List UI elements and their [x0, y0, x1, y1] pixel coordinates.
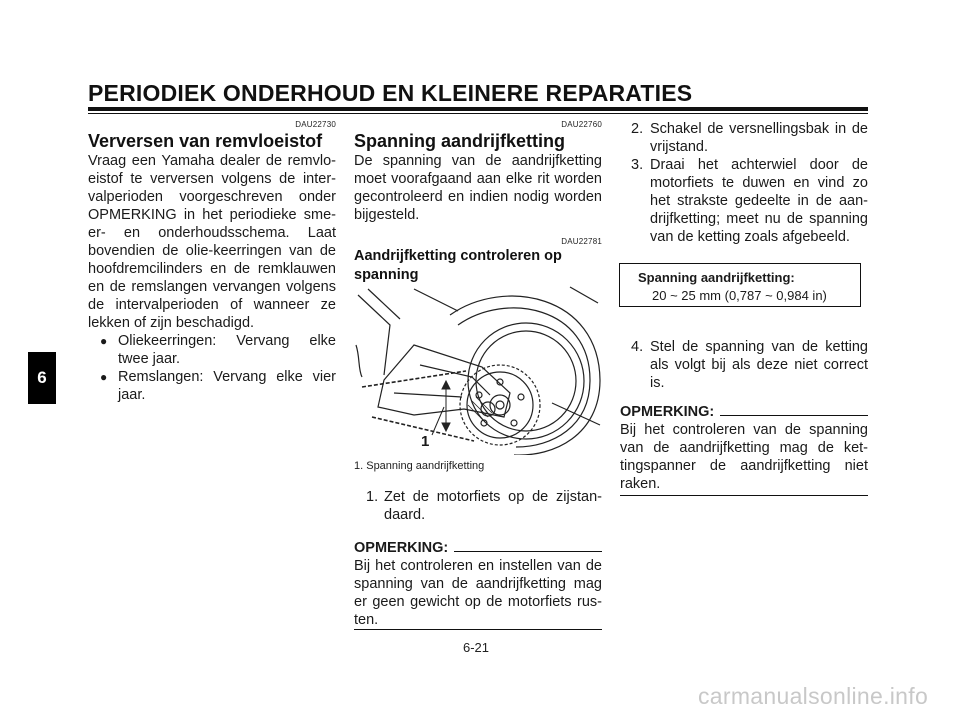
step-text: als volgt bij als deze niet correct — [650, 357, 868, 373]
brake-fluid-paragraph — [88, 152, 336, 332]
page-header-title: PERIODIEK ONDERHOUD EN KLEINERE REPARATIES — [88, 80, 693, 106]
text-line: valperioden voorgeschreven onder — [88, 189, 336, 205]
note-rule — [720, 415, 868, 416]
step-1 — [366, 488, 602, 524]
header-rule-thin — [88, 113, 868, 114]
spec-label: Spanning aandrijfketting: — [638, 270, 795, 285]
text-line: er- en onderhoudsschema. Laat — [88, 225, 336, 241]
text-line: ten. — [354, 612, 379, 628]
section-code: DAU22781 — [561, 237, 602, 246]
step-text: motorfiets te duwen en vind zo — [650, 175, 868, 191]
bullet-icon: ● — [100, 370, 108, 384]
text-line: Aandrijfketting controleren op — [354, 248, 562, 264]
spec-box — [619, 263, 861, 307]
section-code: DAU22760 — [561, 120, 602, 129]
note-paragraph — [620, 421, 868, 493]
step-text: Schakel de versnellingsbak in de — [650, 121, 868, 137]
figure-label-1: 1 — [421, 433, 430, 450]
text-line: gecontroleerd en indien nodig worden — [354, 189, 602, 205]
step-text: van de ketting zoals afgebeeld. — [650, 229, 850, 245]
step-text: daard. — [384, 507, 426, 523]
figure-caption: 1. Spanning aandrijfketting — [354, 460, 485, 472]
step-number: 1. — [366, 489, 379, 505]
text-line: moet voorafgaand aan elke rit worden — [354, 171, 602, 187]
text-line: er geen gewicht op de motorfiets rus- — [354, 594, 602, 610]
chain-intro-paragraph — [354, 152, 602, 224]
text-line: bijgesteld. — [354, 207, 420, 223]
bullet-icon: ● — [100, 334, 108, 348]
section-code: DAU22730 — [295, 120, 336, 129]
step-number: 3. — [631, 157, 644, 173]
step-text: Stel de spanning van de ketting — [650, 339, 868, 355]
step-number: 4. — [631, 339, 644, 355]
header-rule — [88, 107, 868, 111]
step-3 — [631, 156, 868, 246]
step-text: is. — [650, 375, 665, 391]
section-heading-brake-fluid: Verversen van remvloeistof — [88, 131, 323, 151]
bullet-text: twee jaar. — [118, 351, 181, 367]
chain-slack-illustration — [354, 285, 602, 455]
text-line: hoofdremcilinders en de remklauwen — [88, 261, 336, 277]
note-end-rule — [620, 495, 868, 496]
spec-value: 20 ~ 25 mm (0,787 ~ 0,984 in) — [652, 288, 827, 303]
text-line: OPMERKING in het periodieke sme- — [88, 207, 336, 223]
text-line: tingspanner de aandrijfketting niet — [620, 458, 868, 474]
text-line: en de remslangen vervangen volgens — [88, 279, 336, 295]
step-2 — [631, 120, 868, 156]
text-line: van de aandrijfketting mag de ket- — [620, 440, 868, 456]
chapter-tab: 6 — [28, 352, 56, 404]
text-line: raken. — [620, 476, 661, 492]
page-number: 6-21 — [463, 640, 490, 655]
note-label: OPMERKING: — [620, 404, 715, 420]
step-number: 2. — [631, 121, 644, 137]
text-line: bovendien de olie-keerringen van de — [88, 243, 336, 259]
text-line: lekken of zijn beschadigd. — [88, 315, 255, 331]
note-end-rule — [354, 629, 602, 630]
text-line: Bij het controleren en instellen van de — [354, 558, 602, 574]
bullet-text: Remslangen: Vervang elke vier — [118, 369, 336, 385]
step-text: het strakste gedeelte in de aan- — [650, 193, 868, 209]
step-text: drijfketting; meet nu de spanning — [650, 211, 868, 227]
step-text: Zet de motorfiets op de zijstan- — [384, 489, 602, 505]
section-heading-chain: Spanning aandrijfketting — [354, 131, 566, 151]
watermark: carmanualsonline.info — [698, 683, 929, 709]
step-4 — [631, 338, 868, 392]
text-line: Bij het controleren van de spanning — [620, 422, 868, 438]
text-line: spanning van de aandrijfketting mag — [354, 576, 602, 592]
text-line: spanning — [354, 267, 419, 283]
text-line: eistof te verversen volgens de inter- — [88, 171, 336, 187]
bullet-text: jaar. — [118, 387, 146, 403]
note-label: OPMERKING: — [354, 540, 449, 556]
text-line: de intervalperioden of wanneer ze — [88, 297, 336, 313]
step-text: Draai het achterwiel door de — [650, 157, 868, 173]
text-line: Vraag een Yamaha dealer de remvlo- — [88, 153, 336, 169]
step-text: vrijstand. — [650, 139, 709, 155]
text-line: De spanning van de aandrijfketting — [354, 153, 602, 169]
bullet-item — [100, 368, 336, 404]
note-rule — [454, 551, 602, 552]
bullet-item — [100, 332, 336, 368]
subheading-chain-check — [354, 247, 602, 285]
bullet-text: Oliekeerringen: Vervang elke — [118, 333, 336, 349]
note-paragraph — [354, 557, 602, 629]
